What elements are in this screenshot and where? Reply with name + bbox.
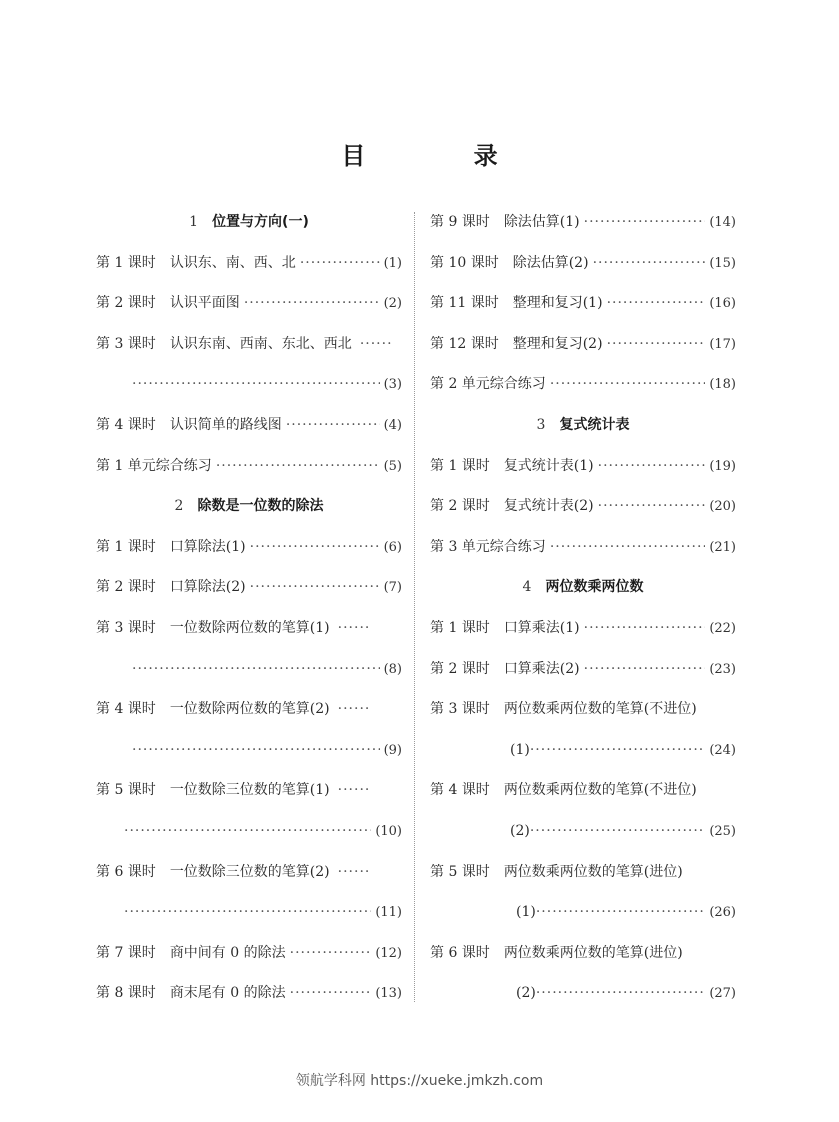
toc-entry (430, 535, 736, 559)
page-number: (9) (383, 742, 402, 758)
toc-entry (430, 657, 736, 681)
column-divider (414, 212, 415, 1002)
lesson-label: 第 12 课时 (430, 335, 499, 352)
dot-leader (290, 941, 372, 965)
toc-entry (96, 575, 402, 599)
lesson-label: 第 4 课时 (430, 782, 490, 799)
page-number: (5) (383, 458, 402, 474)
section-number: 4 (522, 579, 532, 596)
page-number: (13) (375, 986, 402, 1002)
lesson-label: 第 2 单元综合练习 (430, 376, 546, 393)
toc-entry-continuation (516, 900, 736, 924)
lesson-label: 第 3 课时 (96, 620, 156, 636)
lesson-title: 两位数乘两位数的笔算(不进位) (503, 701, 697, 718)
dot-leader (132, 738, 380, 762)
toc-entry (96, 616, 402, 640)
page-number: (11) (375, 905, 402, 921)
toc-entry-continuation (510, 819, 736, 843)
toc-entry-continuation (132, 738, 402, 762)
lesson-label: 第 5 课时 (96, 782, 156, 799)
toc-entry (96, 251, 402, 275)
lesson-title: 除法估算(2) (512, 254, 589, 271)
lesson-title-continuation: (1) (510, 741, 530, 758)
lesson-label: 第 2 课时 (96, 295, 156, 312)
dot-leader: ······ (337, 620, 371, 636)
page-number: (8) (383, 661, 402, 677)
dot-leader (124, 900, 371, 924)
lesson-title-continuation: (2) (510, 823, 530, 839)
section-title: 位置与方向(一) (212, 214, 309, 230)
lesson-title-continuation: (1) (516, 904, 536, 921)
toc-entry (96, 413, 402, 437)
section-heading (96, 494, 402, 518)
toc-entry (430, 941, 736, 965)
lesson-title: 一位数除两位数的笔算(1) (169, 620, 330, 636)
page-number: (26) (709, 905, 736, 921)
dot-leader (550, 372, 706, 396)
dot-leader (536, 981, 705, 1005)
lesson-label: 第 2 课时 (430, 660, 490, 677)
lesson-title: 一位数除三位数的笔算(1) (169, 782, 330, 799)
dot-leader (584, 210, 706, 234)
page-number: (23) (709, 661, 736, 677)
section-heading (430, 575, 736, 599)
lesson-title: 口算乘法(2) (503, 660, 580, 677)
dot-leader (530, 819, 705, 843)
dot-leader: ······ (337, 782, 371, 799)
footer-watermark: 领航学科网 https://xueke.jmkzh.com (295, 1073, 544, 1089)
lesson-title: 整理和复习(2) (512, 335, 603, 352)
dot-leader: ······ (337, 701, 371, 718)
lesson-title-continuation: (2) (516, 985, 536, 1002)
lesson-title: 两位数乘两位数的笔算(不进位) (503, 782, 697, 799)
lesson-title: 口算除法(1) (169, 538, 246, 555)
lesson-label: 第 1 课时 (430, 457, 490, 474)
section-number: 2 (174, 498, 184, 515)
toc-entry (430, 251, 736, 275)
lesson-title: 口算除法(2) (169, 579, 246, 596)
lesson-title: 整理和复习(1) (512, 295, 603, 312)
lesson-label: 第 1 课时 (96, 538, 156, 555)
toc-entry (96, 981, 402, 1005)
lesson-label: 第 1 课时 (96, 254, 156, 271)
toc-entry (430, 697, 736, 721)
lesson-label: 第 3 课时 (430, 701, 490, 718)
lesson-label: 第 3 课时 (96, 335, 156, 352)
toc-entry-continuation (124, 819, 402, 843)
toc-entry-continuation (516, 981, 736, 1005)
lesson-label: 第 2 课时 (430, 498, 490, 515)
toc-entry (96, 941, 402, 965)
lesson-title: 认识东南、西南、东北、西北 (169, 335, 352, 352)
page-number: (27) (709, 986, 736, 1002)
page-title: 目 录 (341, 142, 548, 170)
lesson-label: 第 6 课时 (96, 863, 156, 880)
lesson-title: 商末尾有 0 的除法 (169, 985, 286, 1002)
lesson-title: 认识平面图 (169, 295, 240, 312)
dot-leader (300, 251, 380, 275)
lesson-title: 两位数乘两位数的笔算(进位) (503, 944, 683, 961)
page-number: (25) (709, 824, 736, 839)
page-number: (12) (375, 945, 402, 961)
dot-leader (593, 251, 706, 275)
dot-leader (584, 616, 706, 640)
toc-entry (430, 860, 736, 884)
section-title: 复式统计表 (559, 417, 630, 433)
dot-leader (286, 413, 380, 437)
lesson-label: 第 4 课时 (96, 417, 156, 433)
lesson-label: 第 11 课时 (430, 295, 499, 312)
lesson-label: 第 7 课时 (96, 944, 156, 961)
lesson-label: 第 1 课时 (430, 620, 490, 636)
page-number: (14) (709, 215, 736, 230)
dot-leader (550, 535, 706, 559)
toc-entry (96, 291, 402, 315)
lesson-title: 复式统计表(2) (503, 498, 594, 515)
toc-entry (430, 778, 736, 802)
lesson-label: 第 2 课时 (96, 579, 156, 596)
dot-leader (530, 738, 705, 762)
toc-entry (430, 372, 736, 396)
toc-entry (430, 332, 736, 356)
section-number: 3 (536, 417, 546, 433)
dot-leader: ······ (359, 335, 393, 352)
lesson-title: 复式统计表(1) (503, 457, 594, 474)
page-number: (10) (375, 824, 402, 839)
lesson-label: 第 8 课时 (96, 985, 156, 1002)
lesson-title: 两位数乘两位数的笔算(进位) (503, 863, 683, 880)
toc-entry (96, 778, 402, 802)
lesson-label: 第 1 单元综合练习 (96, 457, 212, 474)
dot-leader (607, 291, 706, 315)
page-number: (19) (709, 458, 736, 474)
toc-entry-continuation (132, 657, 402, 681)
dot-leader (536, 900, 705, 924)
section-title: 除数是一位数的除法 (197, 498, 324, 515)
toc-entry (430, 454, 736, 478)
lesson-label: 第 9 课时 (430, 214, 490, 230)
lesson-title: 口算乘法(1) (503, 620, 580, 636)
dot-leader (598, 454, 706, 478)
toc-entry-continuation (510, 738, 736, 762)
toc-entry (96, 535, 402, 559)
section-heading (96, 210, 402, 234)
toc-entry (96, 697, 402, 721)
toc-entry (96, 454, 402, 478)
dot-leader (607, 332, 706, 356)
toc-entry (430, 210, 736, 234)
page-number: (21) (709, 539, 736, 555)
toc-entry (430, 494, 736, 518)
section-title: 两位数乘两位数 (545, 579, 644, 596)
page-number: (7) (383, 580, 402, 596)
toc-entry (96, 332, 402, 356)
section-heading (430, 413, 736, 437)
page-number: (20) (709, 499, 736, 515)
lesson-title: 除法估算(1) (503, 214, 580, 230)
page-number: (1) (383, 255, 402, 271)
lesson-title: 认识东、南、西、北 (169, 254, 296, 271)
lesson-label: 第 6 课时 (430, 944, 490, 961)
dot-leader (132, 372, 380, 396)
dot-leader (598, 494, 706, 518)
lesson-label: 第 3 单元综合练习 (430, 538, 546, 555)
page-number: (6) (383, 539, 402, 555)
page-number: (15) (709, 255, 736, 271)
dot-leader (250, 535, 380, 559)
toc-entry-continuation (124, 900, 402, 924)
dot-leader (132, 657, 380, 681)
lesson-title: 一位数除三位数的笔算(2) (169, 863, 330, 880)
dot-leader (216, 454, 380, 478)
section-number: 1 (189, 214, 199, 230)
page-number: (17) (709, 336, 736, 352)
toc-entry (430, 616, 736, 640)
lesson-label: 第 10 课时 (430, 254, 499, 271)
toc-entry (430, 291, 736, 315)
lesson-title: 认识简单的路线图 (169, 417, 282, 433)
toc-entry (96, 860, 402, 884)
lesson-title: 一位数除两位数的笔算(2) (169, 701, 330, 718)
dot-leader (124, 819, 371, 843)
dot-leader: ······ (337, 863, 371, 880)
lesson-label: 第 5 课时 (430, 863, 490, 880)
page-number: (4) (383, 418, 402, 433)
page-number: (3) (383, 377, 402, 393)
page-number: (24) (709, 742, 736, 758)
toc-entry-continuation (132, 372, 402, 396)
lesson-title: 商中间有 0 的除法 (169, 944, 286, 961)
page-number: (18) (709, 377, 736, 393)
page-number: (16) (709, 296, 736, 312)
lesson-label: 第 4 课时 (96, 701, 156, 718)
dot-leader (250, 575, 380, 599)
dot-leader (290, 981, 372, 1005)
page-number: (22) (709, 621, 736, 636)
page-number: (2) (383, 296, 402, 312)
dot-leader (584, 657, 706, 681)
dot-leader (244, 291, 380, 315)
